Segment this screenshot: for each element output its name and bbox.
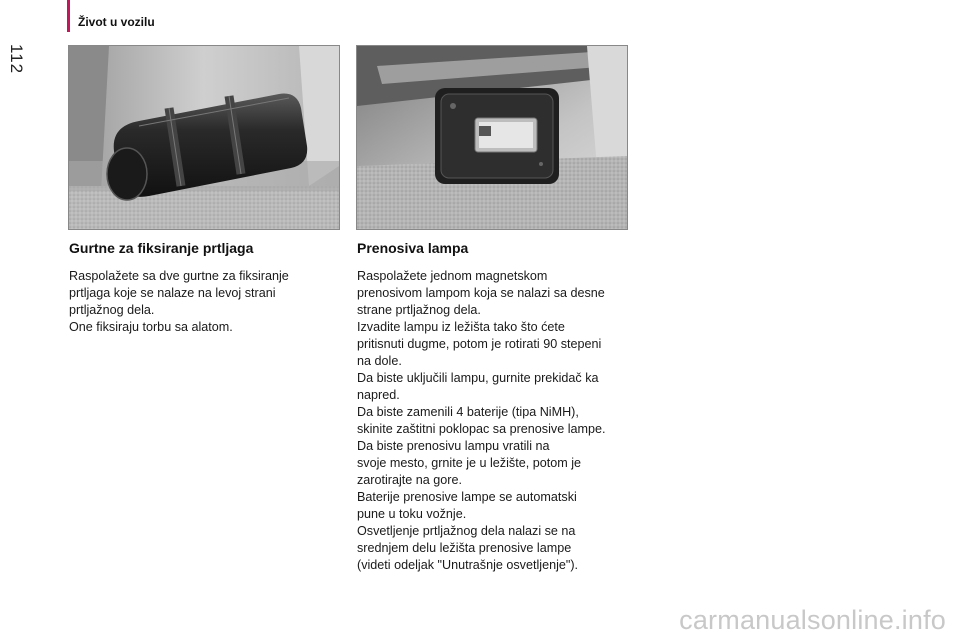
watermark: carmanualsonline.info — [679, 605, 946, 635]
luggage-straps-section — [69, 240, 349, 336]
portable-lamp-photo — [356, 45, 628, 230]
portable-lamp-section — [357, 240, 637, 574]
portable-lamp-heading: Prenosiva lampa — [357, 240, 469, 256]
section-title: Život u vozilu — [78, 15, 155, 29]
tool-bag-photo — [68, 45, 340, 230]
portable-lamp-body: Raspolažete jednom magnetskom prenosivom lampom koja se nalazi sa desne strane prtljažnog dela. Izvadite lampu iz ležišta tako što ćete pritisnuti dugme, potom je rotirati 90 stepeni na dole. Da biste uključili lampu, gurnite prekidač ka napred. Da biste zamenili 4 baterije (tipa NiMH), skinite zaštitni poklopac sa prenosive lampe. Da biste prenosivu lampu vratili na svoje mesto, grnite je u ležište, potom je zarotirajte na gore. Baterije prenosive lampe se automatski pune u toku vožnje. Osvetljenje prtljažnog dela nalazi se na srednjem delu ležišta prenosive lampe (videti odeljak "Unutrašnje osvetljenje"). — [357, 269, 606, 572]
luggage-straps-body: Raspolažete sa dve gurtne za fiksiranje prtljaga koje se nalaze na levoj strani prtljažnog dela. One fiksiraju torbu sa alatom. — [69, 269, 289, 334]
accent-bar — [67, 0, 70, 32]
luggage-straps-heading: Gurtne za fiksiranje prtljaga — [69, 240, 254, 256]
page-number: 112 — [7, 44, 26, 75]
